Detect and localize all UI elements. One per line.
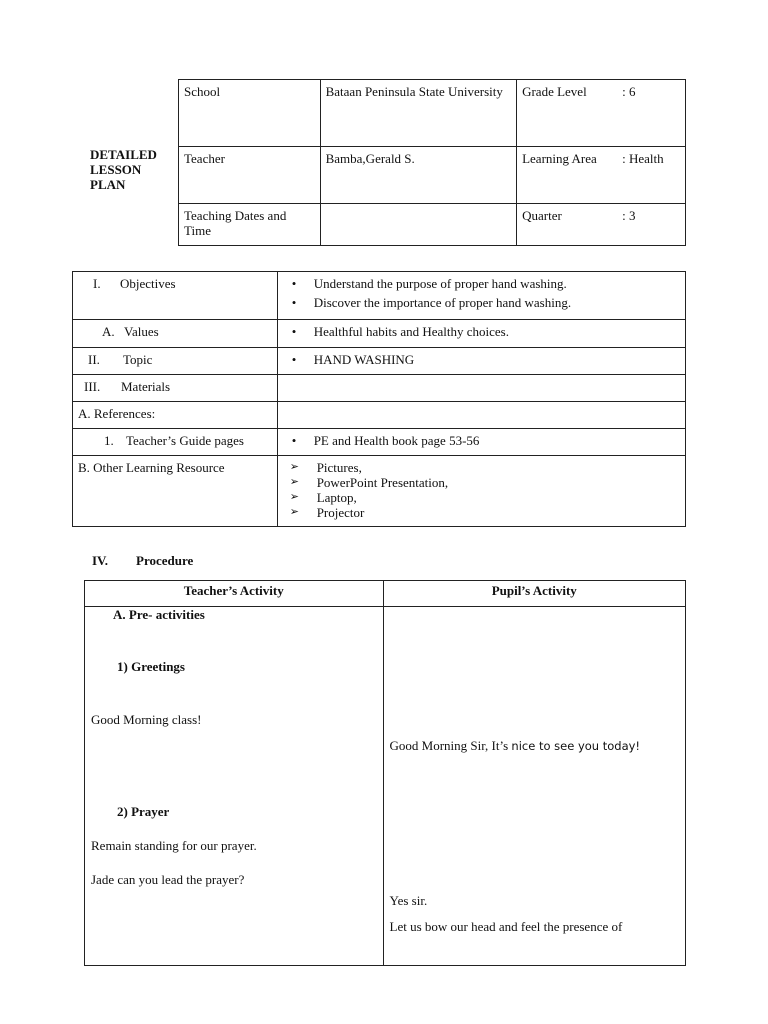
topic-row-label	[73, 348, 278, 375]
list-item: • HAND WASHING	[291, 352, 415, 367]
bullet-icon: •	[291, 433, 297, 448]
procedure-number: IV.	[92, 553, 109, 568]
school-label: School	[179, 80, 321, 147]
procedure-label: Procedure	[136, 553, 194, 568]
teacher-prayer-question: Jade can you lead the prayer?	[91, 872, 245, 887]
values-number: A.	[102, 324, 115, 339]
procedure-heading	[92, 553, 193, 569]
grade-level-value: : 6	[622, 84, 636, 99]
quarter-value: : 3	[622, 208, 636, 223]
references-label: A. References:	[73, 402, 278, 429]
activity-table	[84, 580, 686, 966]
quarter-cell	[517, 204, 686, 246]
title-line: LESSON	[90, 162, 142, 177]
objectives-label: Objectives	[120, 276, 176, 291]
objectives-row-label	[73, 272, 278, 320]
list-item: • Discover the importance of proper hand washing.	[291, 295, 572, 310]
list-item: ➢ Projector	[289, 505, 365, 520]
arrow-bullet-icon: ➢	[289, 461, 299, 473]
list-item: ➢ PowerPoint Presentation,	[289, 475, 449, 490]
arrow-bullet-icon: ➢	[289, 491, 299, 503]
dates-value	[320, 204, 516, 246]
materials-label: Materials	[121, 379, 171, 394]
pre-activities-heading: A. Pre- activities	[113, 607, 205, 622]
pupil-yes: Yes sir.	[389, 893, 428, 908]
list-item: • PE and Health book page 53-56	[291, 433, 480, 448]
pupil-greeting: Good Morning Sir, It’s nice to see you today!	[389, 738, 641, 753]
list-item: ➢ Laptop,	[289, 490, 357, 505]
materials-row-label	[73, 375, 278, 402]
teacher-value: Bamba,Gerald S.	[320, 147, 516, 204]
bullet-icon: •	[291, 295, 297, 310]
bullet-icon: •	[291, 352, 297, 367]
greetings-heading: 1) Greetings	[117, 659, 185, 674]
title-line: DETAILED	[90, 147, 157, 162]
values-row-label	[73, 320, 278, 348]
bullet-icon: •	[291, 276, 297, 291]
teachers-guide-row-label	[73, 429, 278, 456]
guide-number: 1.	[104, 433, 114, 448]
arrow-bullet-icon: ➢	[289, 476, 299, 488]
quarter-label: Quarter	[522, 208, 562, 223]
topic-label: Topic	[123, 352, 153, 367]
teacher-activity-cell	[85, 607, 384, 966]
list-item: ➢ Pictures,	[289, 460, 362, 475]
learning-area-label: Learning Area	[522, 151, 597, 166]
materials-number: III.	[84, 379, 101, 394]
guide-label: Teacher’s Guide pages	[126, 433, 244, 448]
header-info-table	[178, 79, 686, 246]
list-item: • Understand the purpose of proper hand washing.	[291, 276, 567, 291]
pupil-activity-cell	[383, 607, 686, 966]
school-value: Bataan Peninsula State University	[320, 80, 516, 147]
list-item: • Healthful habits and Healthy choices.	[291, 324, 509, 339]
lesson-plan-title	[90, 147, 157, 192]
title-line: PLAN	[90, 177, 126, 192]
grade-level-label: Grade Level	[522, 84, 587, 99]
pupil-activity-header: Pupil’s Activity	[383, 581, 686, 607]
dates-label: Teaching Dates and Time	[179, 204, 321, 246]
learning-area-value: : Health	[622, 151, 664, 166]
topic-number: II.	[88, 352, 100, 367]
arrow-bullet-icon: ➢	[289, 506, 299, 518]
teacher-activity-header: Teacher’s Activity	[85, 581, 384, 607]
grade-level-cell	[517, 80, 686, 147]
pupil-prayer: Let us bow our head and feel the presence of	[389, 919, 623, 934]
learning-area-cell	[517, 147, 686, 204]
teacher-prayer-instruction: Remain standing for our prayer.	[91, 838, 257, 853]
other-resource-label: B. Other Learning Resource	[73, 456, 278, 527]
teacher-label: Teacher	[179, 147, 321, 204]
bullet-icon: •	[291, 324, 297, 339]
prayer-heading: 2) Prayer	[117, 804, 170, 819]
objectives-table	[72, 271, 686, 527]
objectives-number: I.	[93, 276, 101, 291]
teacher-greeting: Good Morning class!	[91, 712, 202, 727]
values-label: Values	[124, 324, 159, 339]
